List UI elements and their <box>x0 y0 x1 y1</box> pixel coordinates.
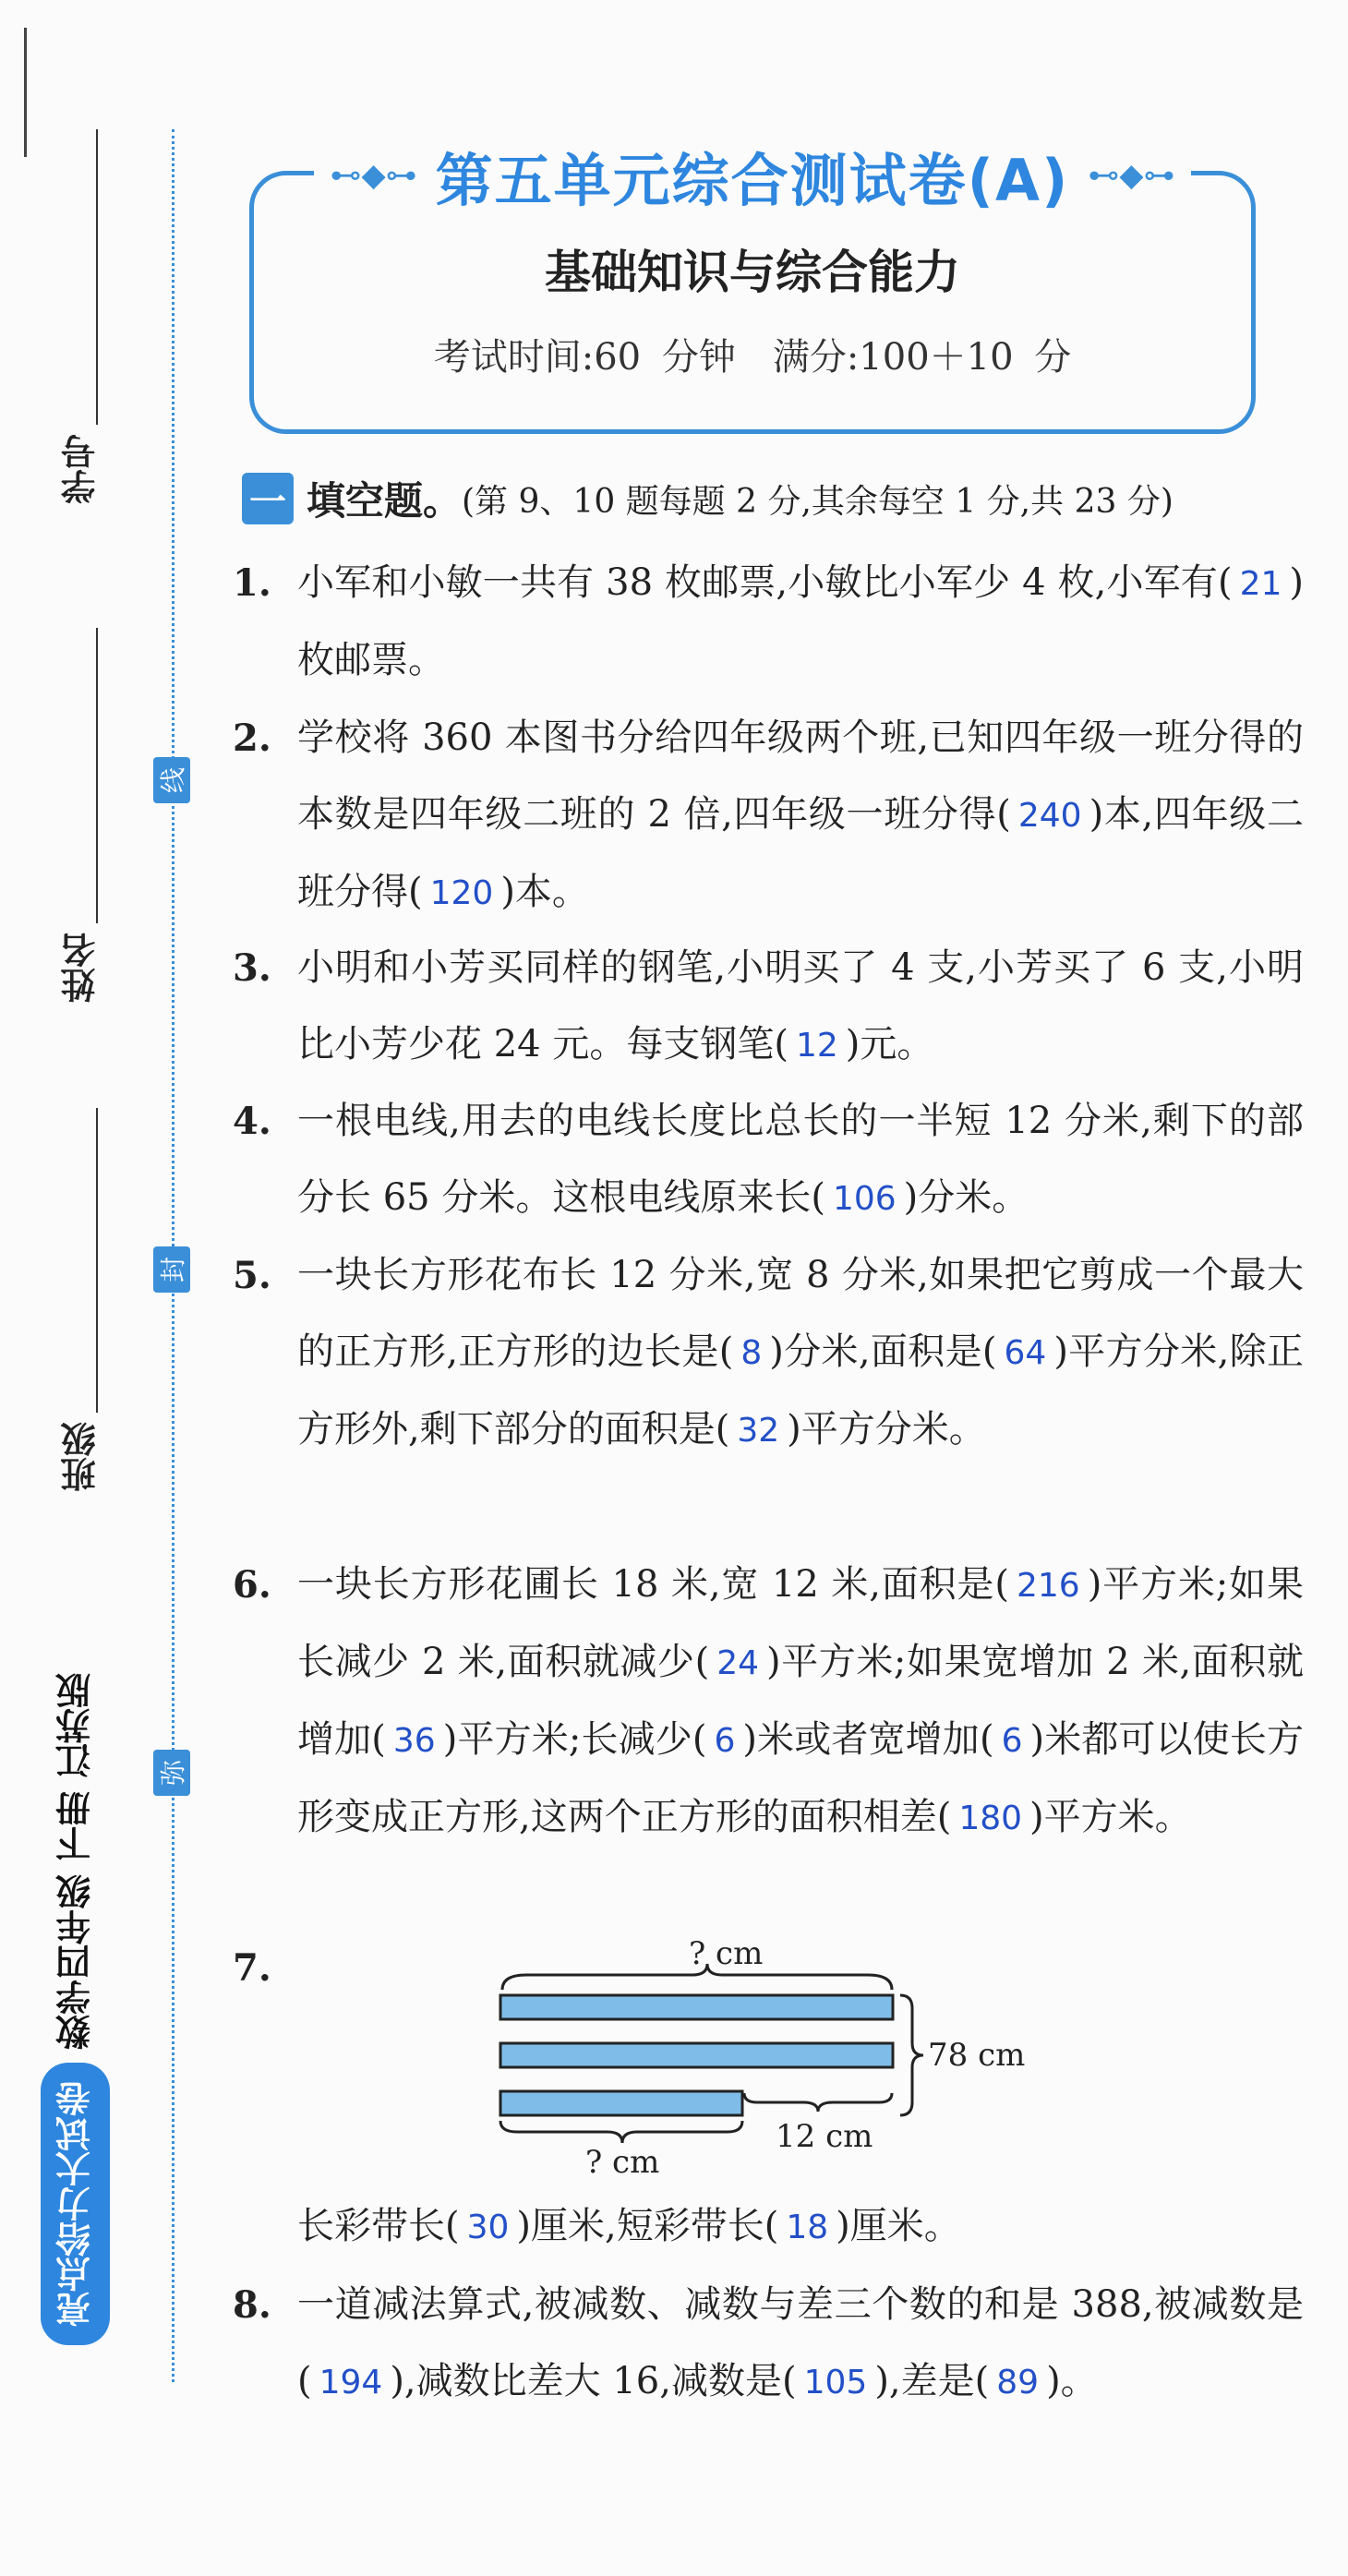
answer: 240 <box>1017 797 1082 835</box>
answer: 194 <box>319 2364 383 2401</box>
series-badge: 亮点给力大试卷 <box>42 2063 111 2345</box>
answer: 8 <box>740 1334 763 1372</box>
question-7-answer <box>233 2188 1304 2266</box>
question-text: 小明和小芳买同样的钢笔,小明买了 4 支,小芳买了 6 支,小明比小芳少花 24 元。每支钢笔( 12 )元。 <box>297 946 1304 1065</box>
question-text: 一道减法算式,被减数、减数与差三个数的和是 388,被减数是( 194 ),减数比差大 16,减数是( 105 ),差是( 89 )。 <box>297 2283 1304 2402</box>
answer: 32 <box>737 1412 780 1450</box>
answer: 180 <box>958 1800 1023 1837</box>
question-number: 3. <box>233 946 271 990</box>
question-number: 1. <box>233 561 271 605</box>
question-5 <box>233 1237 1304 1469</box>
book-meta <box>46 1607 105 2345</box>
answer: 6 <box>1001 1722 1023 1760</box>
question-8 <box>233 2267 1304 2421</box>
answer: 21 <box>1239 565 1282 603</box>
question-number: 2. <box>233 716 271 760</box>
student-name-label: 姓名 <box>61 933 102 1003</box>
long-ribbon-1 <box>500 1995 893 2019</box>
long-ribbon-2 <box>500 2043 893 2067</box>
answer: 24 <box>716 1644 759 1682</box>
ornament-right-icon: ⊷◆⊶ <box>1088 157 1175 194</box>
seal-close-mark: 弥 <box>153 1750 190 1796</box>
bottom-length-label: ? cm <box>585 2144 660 2174</box>
title-bar <box>314 134 1191 217</box>
question-2 <box>233 700 1304 932</box>
section-header <box>242 466 1304 531</box>
exam-subtitle: 基础知识与综合能力 <box>545 246 960 299</box>
question-1 <box>233 545 1304 699</box>
student-id-label: 学号 <box>61 434 102 504</box>
student-id-line <box>96 129 98 425</box>
question-number: 4. <box>233 1100 271 1143</box>
answer: 105 <box>803 2364 868 2401</box>
answer: 120 <box>429 874 494 912</box>
volume: 下册 <box>55 1791 97 1861</box>
total-brace <box>900 1995 923 2115</box>
question-text: 长彩带长( 30 )厘米,短彩带长( 18 )厘米。 <box>297 2205 961 2247</box>
ornament-left-icon: ⊷◆⊶ <box>330 157 417 194</box>
question-4 <box>233 1083 1304 1237</box>
bottom-brace <box>500 2121 742 2143</box>
exam-title: 第五单元综合测试卷(A) <box>435 146 1070 214</box>
top-length-label: ? cm <box>689 1935 764 1972</box>
section-number-badge: 一 <box>242 473 294 524</box>
answer: 30 <box>466 2209 510 2246</box>
answer: 12 <box>795 1027 838 1065</box>
class-label: 班级 <box>61 1422 102 1492</box>
answer: 6 <box>714 1722 736 1760</box>
question-6 <box>233 1547 1304 1857</box>
question-number: 5. <box>233 1254 271 1297</box>
question-3 <box>233 930 1304 1084</box>
question-number: 6. <box>233 1563 271 1607</box>
answer: 216 <box>1017 1567 1080 1605</box>
answer: 89 <box>996 2364 1040 2401</box>
exam-info: 考试时间:60 分钟 满分:100＋10 分 <box>433 336 1072 379</box>
seal-line-mark: 线 <box>153 757 190 803</box>
binding-margin <box>0 0 188 2576</box>
answer: 18 <box>786 2209 829 2246</box>
question-number: 8. <box>233 2283 271 2327</box>
ribbon-diagram <box>489 1934 1062 2174</box>
total-length-label: 78 cm <box>928 2037 1026 2074</box>
question-text: 一块长方形花布长 12 分米,宽 8 分米,如果把它剪成一个最大的正方形,正方形的边长是( 8 )分米,面积是( 64 )平方分米,除正方形外,剩下部分的面积是( 32 )平方分米。 <box>297 1254 1304 1451</box>
question-text: 一块长方形花圃长 18 米,宽 12 米,面积是( 216 )平方米;如果长减少 2 米,面积就减少( 24 )平方米;如果宽增加 2 米,面积就增加( 36 )平方米;长减少( 6 )米或者宽增加( 6 )米都可以使长方形变成正方形,这两个正方形的面积相差( 180 )平方米。 <box>297 1563 1305 1838</box>
question-text: 小军和小敏一共有 38 枚邮票,小敏比小军少 4 枚,小军有( 21 )枚邮票。 <box>297 561 1304 681</box>
diff-brace <box>744 2093 892 2112</box>
top-rule <box>24 28 27 157</box>
short-ribbon <box>500 2091 742 2115</box>
answer: 64 <box>1004 1334 1047 1372</box>
section-note: (第 9、10 题每题 2 分,其余每空 1 分,共 23 分) <box>462 482 1173 521</box>
answer: 106 <box>832 1180 897 1218</box>
seal-seal-mark: 封 <box>153 1246 190 1293</box>
subject-grade: 数学四年级 <box>55 1874 97 2050</box>
diff-length-label: 12 cm <box>776 2118 873 2155</box>
question-number: 7. <box>233 1946 271 1990</box>
student-name-line <box>96 628 98 923</box>
edition: 江苏版 <box>55 1673 97 1778</box>
question-text: 学校将 360 本图书分给四年级两个班,已知四年级一班分得的本数是四年级二班的 2 倍,四年级一班分得( 240 )本,四年级二班分得( 120 )本。 <box>297 716 1304 913</box>
question-text: 一根电线,用去的电线长度比总长的一半短 12 分米,剩下的部分长 65 分米。这根电线原来长( 106 )分米。 <box>297 1100 1304 1219</box>
section-title: 填空题。 <box>307 478 463 524</box>
answer: 36 <box>392 1722 436 1760</box>
class-line <box>96 1108 98 1413</box>
